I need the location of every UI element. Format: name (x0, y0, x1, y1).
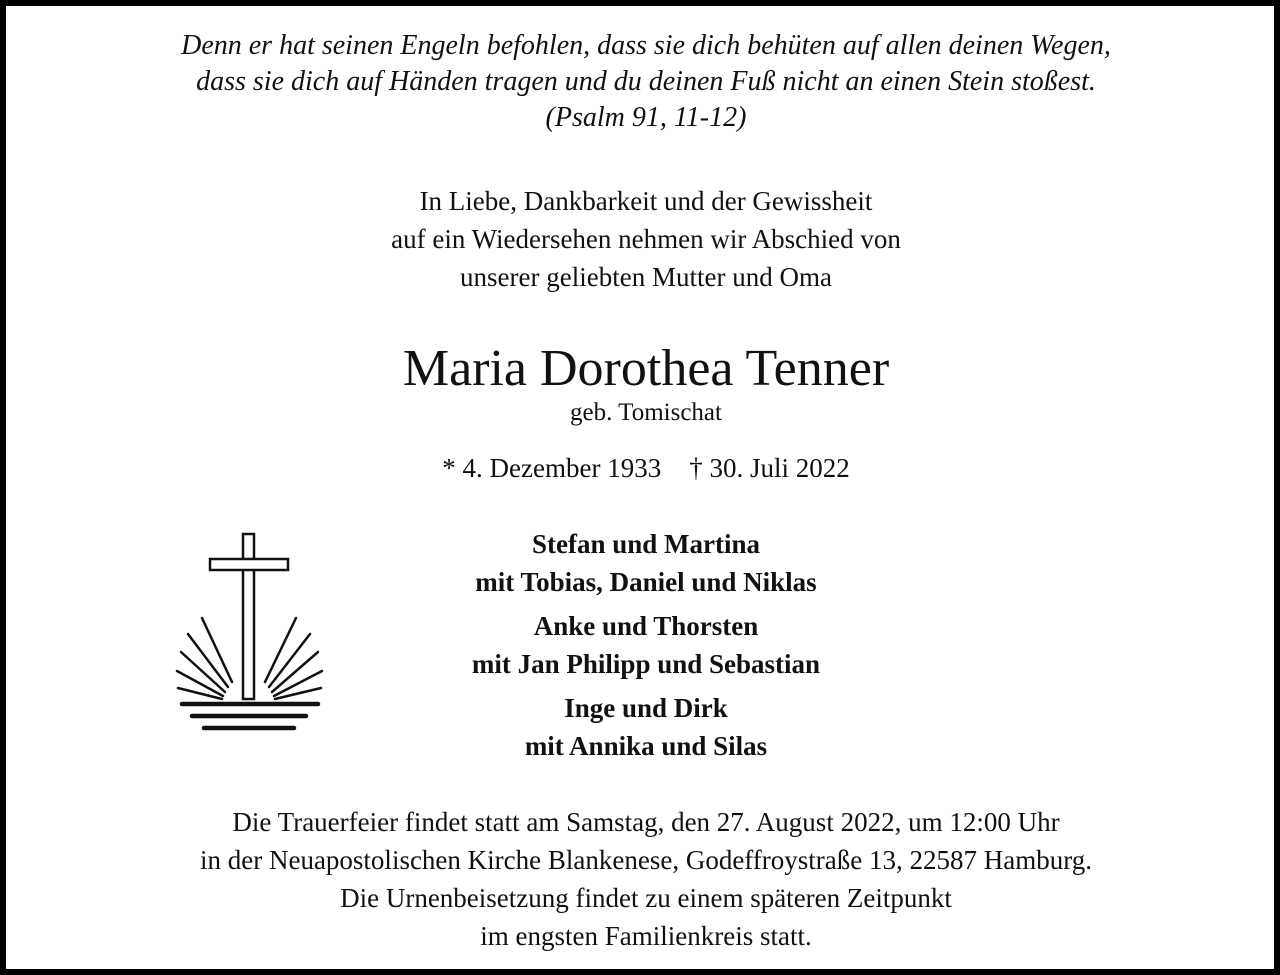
bible-verse (6, 28, 1280, 136)
birth-date: * 4. Dezember 1933 (442, 453, 662, 483)
mourner-family (6, 607, 1280, 683)
life-dates (6, 451, 1280, 485)
mourner-children: mit Jan Philipp und Sebastian (471, 649, 821, 679)
mourner-family (6, 689, 1280, 765)
intro-line-3: unserer geliebten Mutter und Oma (460, 262, 832, 292)
service-line-4: im engsten Familienkreis statt. (480, 921, 812, 951)
verse-reference: (Psalm 91, 11-12) (545, 102, 747, 133)
intro-line-1: In Liebe, Dankbarkeit und der Gewissheit (419, 186, 873, 216)
service-info (6, 803, 1280, 955)
verse-line-1: Denn er hat seinen Engeln befohlen, dass sie dich behüten auf allen deinen Wegen, (181, 30, 1111, 61)
deceased-name: Maria Dorothea Tenner (402, 340, 890, 397)
death-date: † 30. Juli 2022 (689, 453, 850, 483)
service-line-1: Die Trauerfeier findet statt am Samstag, den 27. August 2022, um 12:00 Uhr (232, 807, 1060, 837)
service-line-3: Die Urnenbeisetzung findet zu einem späteren Zeitpunkt (340, 883, 952, 913)
mourner-children: mit Tobias, Daniel und Niklas (475, 567, 817, 597)
mourner-names: Inge und Dirk (564, 693, 728, 723)
mourner-family (6, 525, 1280, 601)
mourner-names: Anke und Thorsten (533, 611, 759, 641)
verse-line-2: dass sie dich auf Händen tragen und du deinen Fuß nicht an einen Stein stoßest. (196, 66, 1096, 97)
mourner-names: Stefan und Martina (531, 529, 761, 559)
service-line-2: in der Neuapostolischen Kirche Blankenese, Godeffroystraße 13, 22587 Hamburg. (199, 845, 1092, 875)
mourner-children: mit Annika und Silas (524, 731, 768, 761)
intro-text (6, 182, 1280, 296)
intro-line-2: auf ein Wiedersehen nehmen wir Abschied von (391, 224, 901, 254)
maiden-name: geb. Tomischat (570, 399, 722, 426)
